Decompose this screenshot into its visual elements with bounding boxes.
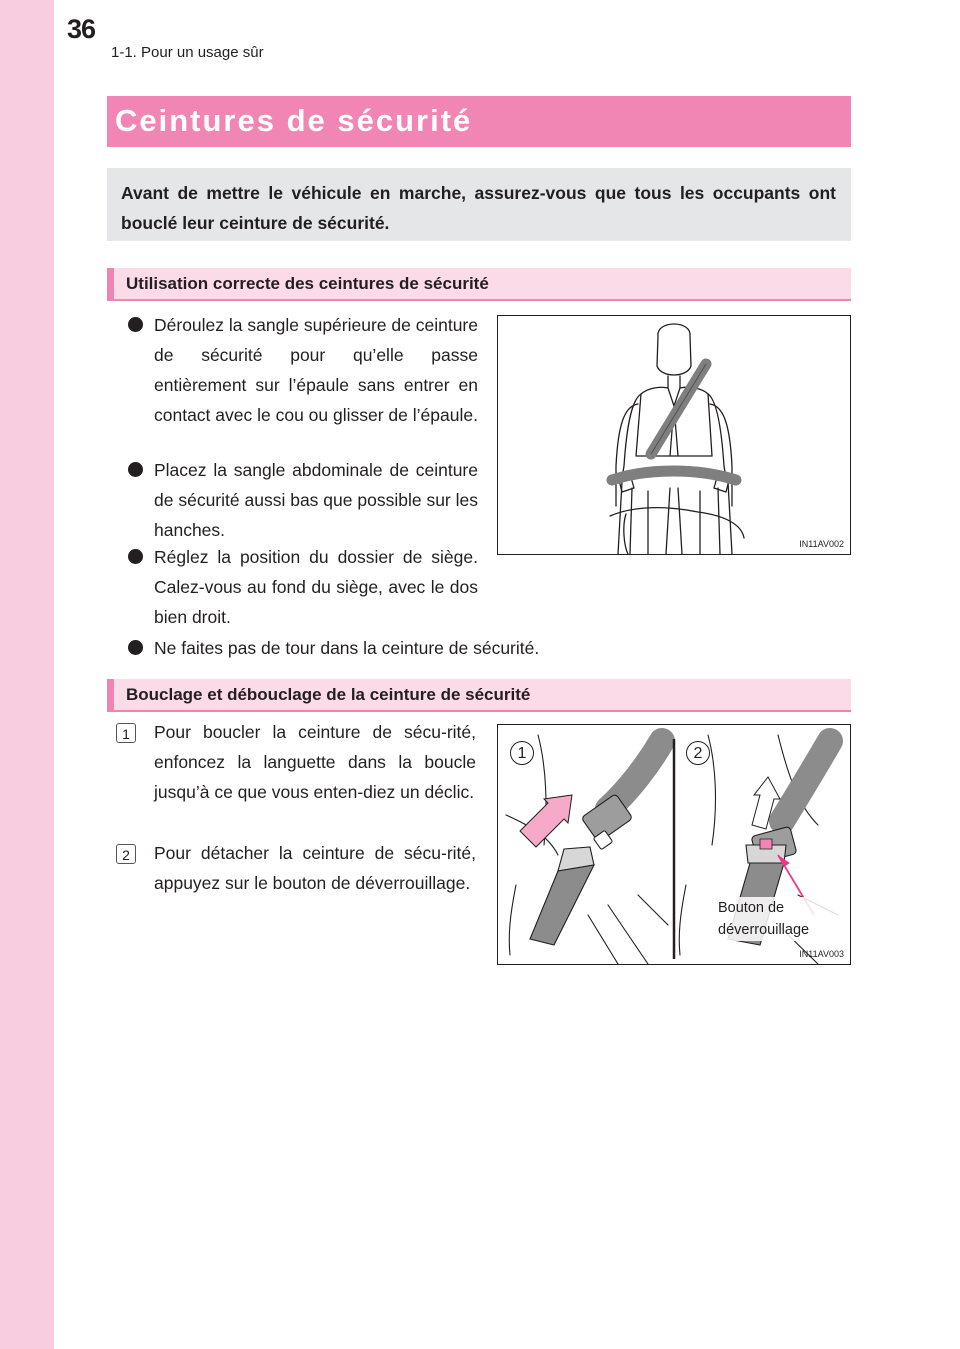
section-heading-usage [107, 268, 851, 301]
bullet-text: Ne faites pas de tour dans la ceinture de sécurité. [154, 638, 540, 658]
panel-number-1: 1 [510, 741, 534, 765]
page-title: Ceintures de sécurité [115, 103, 473, 138]
section-title: Utilisation correcte des ceintures de sécurité [126, 274, 489, 293]
panel-number-2: 2 [686, 741, 710, 765]
step-text: Pour détacher la ceinture de sécu-rité, appuyez sur le bouton de déverrouillage. [154, 843, 476, 893]
bullet-text: Déroulez la sangle supérieure de ceinture de sécurité pour qu’elle passe entièrement sur l’épaule sans entrer en contact avec le cou ou glisser de l’épaule. [154, 315, 478, 425]
intro-box [107, 168, 851, 241]
figure-buckle-steps [497, 724, 851, 965]
release-button-label: Bouton de déverrouillage [718, 897, 842, 941]
section-title: Bouclage et débouclage de la ceinture de sécurité [126, 685, 531, 704]
step-text: Pour boucler la ceinture de sécu-rité, enfoncez la languette dans la boucle jusqu’à ce que vous enten-diez un déclic. [154, 722, 476, 802]
intro-text: Avant de mettre le véhicule en marche, assurez-vous que tous les occupants ont bouclé leur ceinture de sécurité. [121, 183, 836, 233]
bullet-dot-icon [128, 640, 143, 655]
figure-seated-occupant [497, 315, 851, 555]
section-heading-buckling [107, 679, 851, 712]
bullet-text: Réglez la position du dossier de siège. Calez-vous au fond du siège, avec le dos bien droit. [154, 547, 478, 627]
figure-code: IN11AV003 [799, 949, 844, 959]
bullet-text: Placez la sangle abdominale de ceinture de sécurité aussi bas que possible sur les hanches. [154, 460, 478, 540]
title-bar [107, 96, 851, 147]
bullet-dot-icon [128, 462, 143, 477]
page-number: 36 [67, 14, 96, 44]
seated-occupant-illustration [498, 316, 850, 554]
side-strip [0, 0, 54, 1349]
step-number: 2 [116, 844, 136, 864]
bullet-dot-icon [128, 317, 143, 332]
figure-code: IN11AV002 [799, 539, 844, 549]
bullet-dot-icon [128, 549, 143, 564]
running-header: 1-1. Pour un usage sûr [111, 44, 264, 61]
step-number: 1 [116, 723, 136, 743]
